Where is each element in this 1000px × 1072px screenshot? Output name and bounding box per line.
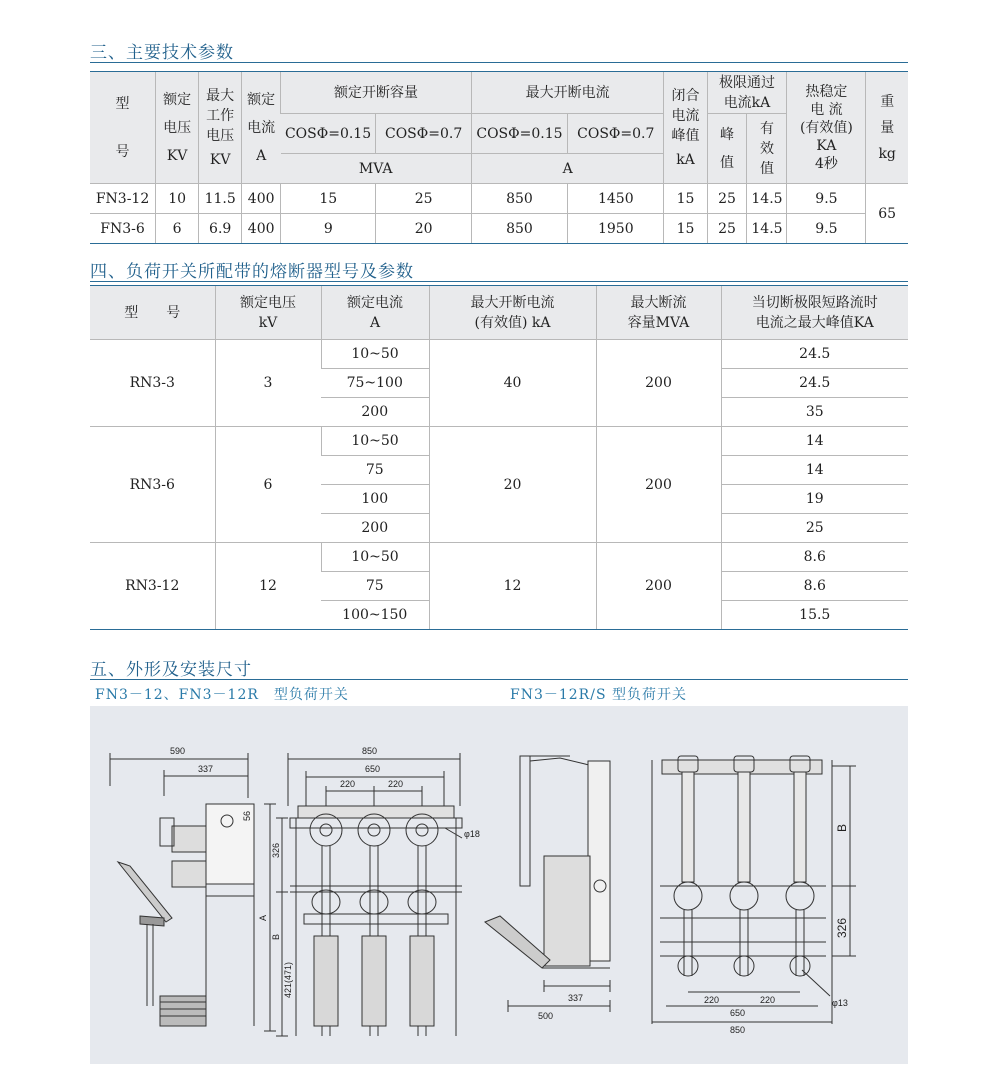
dim-590: 590 [170,746,186,756]
header-cos015-a: COSΦ=0.15 [281,114,376,154]
fuse-current: 10~50 [321,427,429,456]
dim-right-500: 500 [538,1011,554,1021]
fuse-current: 100~150 [321,601,429,630]
table-row [90,427,908,456]
header-close-peak: 闭合 电流 峰值 kA [664,72,707,184]
installation-drawing-panel [90,706,908,1064]
installation-drawings [90,706,908,1064]
fuse-current: 10~50 [321,543,429,572]
fuse-kv: 12 [215,543,321,630]
fuse-peak: 25 [721,514,908,543]
header-max-voltage: 最大 工作 电压 KV [199,72,242,184]
dim-right-337: 337 [568,993,584,1003]
cell-max-v: 11.5 [199,184,242,214]
header-cos07-a: COSΦ=0.7 [376,114,471,154]
section3-title: 三、主要技术参数 [90,43,234,63]
header-unit-mva: MVA [281,154,472,184]
cell-cap015: 15 [281,184,376,214]
cell-cap07: 25 [376,184,471,214]
fuse-max-break: 20 [429,427,596,543]
dim-right-220-a: 220 [704,995,720,1005]
fuse-header-max-break: 最大开断电流 (有效值) kA [429,286,596,340]
cell-thermal: 9.5 [787,214,866,244]
fuse-current: 200 [321,398,429,427]
header-weight: 重 量 kg [866,72,908,184]
cell-rated-i: 400 [242,184,281,214]
fuse-header-rated-v: 额定电压 kV [215,286,321,340]
cell-peak: 25 [707,184,747,214]
fuse-current: 200 [321,514,429,543]
dim-326: 326 [271,842,281,858]
cell-rated-v: 10 [156,184,199,214]
main-spec-table [90,71,908,244]
fuse-current: 75 [321,456,429,485]
header-limit-pass: 极限通过 电流kA [707,72,787,114]
dim-650: 650 [365,764,381,774]
cell-i015: 850 [471,184,567,214]
right-side-view-drawing [485,756,610,1012]
cell-i015: 850 [471,214,567,244]
header-cos015-b: COSΦ=0.15 [471,114,567,154]
cell-rated-i: 400 [242,214,281,244]
dim-phi18: φ18 [464,829,480,839]
dim-56: 56 [242,810,252,821]
cell-i07: 1950 [568,214,664,244]
fuse-peak: 8.6 [721,572,908,601]
dim-right-650: 650 [730,1008,746,1018]
header-model: 型 号 [90,72,156,184]
section4-title-rule [90,281,908,282]
right-drawing-label: FN3－12R/S 型负荷开关 [510,687,687,703]
left-front-view-drawing [276,753,462,1036]
cell-eff: 14.5 [747,184,787,214]
fuse-spec-table [90,285,908,630]
fuse-peak: 24.5 [721,369,908,398]
left-drawing-label: FN3－12、FN3－12R 型负荷开关 [95,687,349,703]
dim-right-b: B [835,823,849,832]
left-side-view-drawing [110,753,276,1031]
fuse-header-peak: 当切断极限短路流时 电流之最大峰值KA [721,286,908,340]
table-row [90,214,908,244]
header-peak: 峰 值 [707,114,747,184]
cell-rated-v: 6 [156,214,199,244]
cell-peak: 25 [707,214,747,244]
header-rated-voltage: 额定 电压 KV [156,72,199,184]
dim-850: 850 [362,746,378,756]
cell-model: FN3-12 [90,184,156,214]
cell-cap015: 9 [281,214,376,244]
fuse-cap: 200 [596,427,721,543]
fuse-model: RN3-3 [90,340,215,427]
fuse-current: 75~100 [321,369,429,398]
dim-right-850: 850 [730,1025,746,1035]
dim-337: 337 [198,764,214,774]
cell-eff: 14.5 [747,214,787,244]
fuse-peak: 8.6 [721,543,908,572]
section5-title: 五、外形及安装尺寸 [90,660,252,680]
header-unit-a: A [471,154,664,184]
fuse-model: RN3-6 [90,427,215,543]
cell-weight: 65 [866,184,908,244]
section3-title-rule [90,62,908,63]
cell-thermal: 9.5 [787,184,866,214]
fuse-peak: 24.5 [721,340,908,369]
cell-close: 15 [664,184,707,214]
cell-cap07: 20 [376,214,471,244]
cell-model: FN3-6 [90,214,156,244]
dim-a: A [258,914,268,921]
header-thermal: 热稳定 电 流 (有效值) KA 4秒 [787,72,866,184]
fuse-model: RN3-12 [90,543,215,630]
dim-421: 421(471) [283,961,293,998]
fuse-header-max-cap: 最大断流 容量MVA [596,286,721,340]
fuse-header-model: 型 号 [90,286,215,340]
fuse-max-break: 40 [429,340,596,427]
dim-right-326: 326 [835,917,849,938]
header-rated-current: 额定 电流 A [242,72,281,184]
right-front-view-drawing [652,756,856,1024]
header-rated-break-capacity: 额定开断容量 [281,72,472,114]
table-row [90,340,908,369]
fuse-cap: 200 [596,340,721,427]
fuse-max-break: 12 [429,543,596,630]
fuse-peak: 14 [721,427,908,456]
fuse-peak: 35 [721,398,908,427]
section5-title-rule [90,679,908,680]
fuse-kv: 3 [215,340,321,427]
fuse-kv: 6 [215,427,321,543]
dim-220-b: 220 [388,779,404,789]
dim-220-a: 220 [340,779,356,789]
cell-i07: 1450 [568,184,664,214]
table-row [90,543,908,572]
cell-max-v: 6.9 [199,214,242,244]
dim-right-220-b: 220 [760,995,776,1005]
table-row [90,184,908,214]
fuse-peak: 19 [721,485,908,514]
header-effective: 有 效 值 [747,114,787,184]
header-cos07-b: COSΦ=0.7 [568,114,664,154]
fuse-current: 100 [321,485,429,514]
fuse-header-rated-i: 额定电流 A [321,286,429,340]
fuse-cap: 200 [596,543,721,630]
cell-close: 15 [664,214,707,244]
fuse-peak: 15.5 [721,601,908,630]
dim-b: B [271,933,281,940]
fuse-current: 10~50 [321,340,429,369]
fuse-peak: 14 [721,456,908,485]
fuse-current: 75 [321,572,429,601]
section4-title: 四、负荷开关所配带的熔断器型号及参数 [90,262,414,282]
dim-right-phi13: φ13 [832,998,848,1008]
header-max-break-current: 最大开断电流 [471,72,664,114]
